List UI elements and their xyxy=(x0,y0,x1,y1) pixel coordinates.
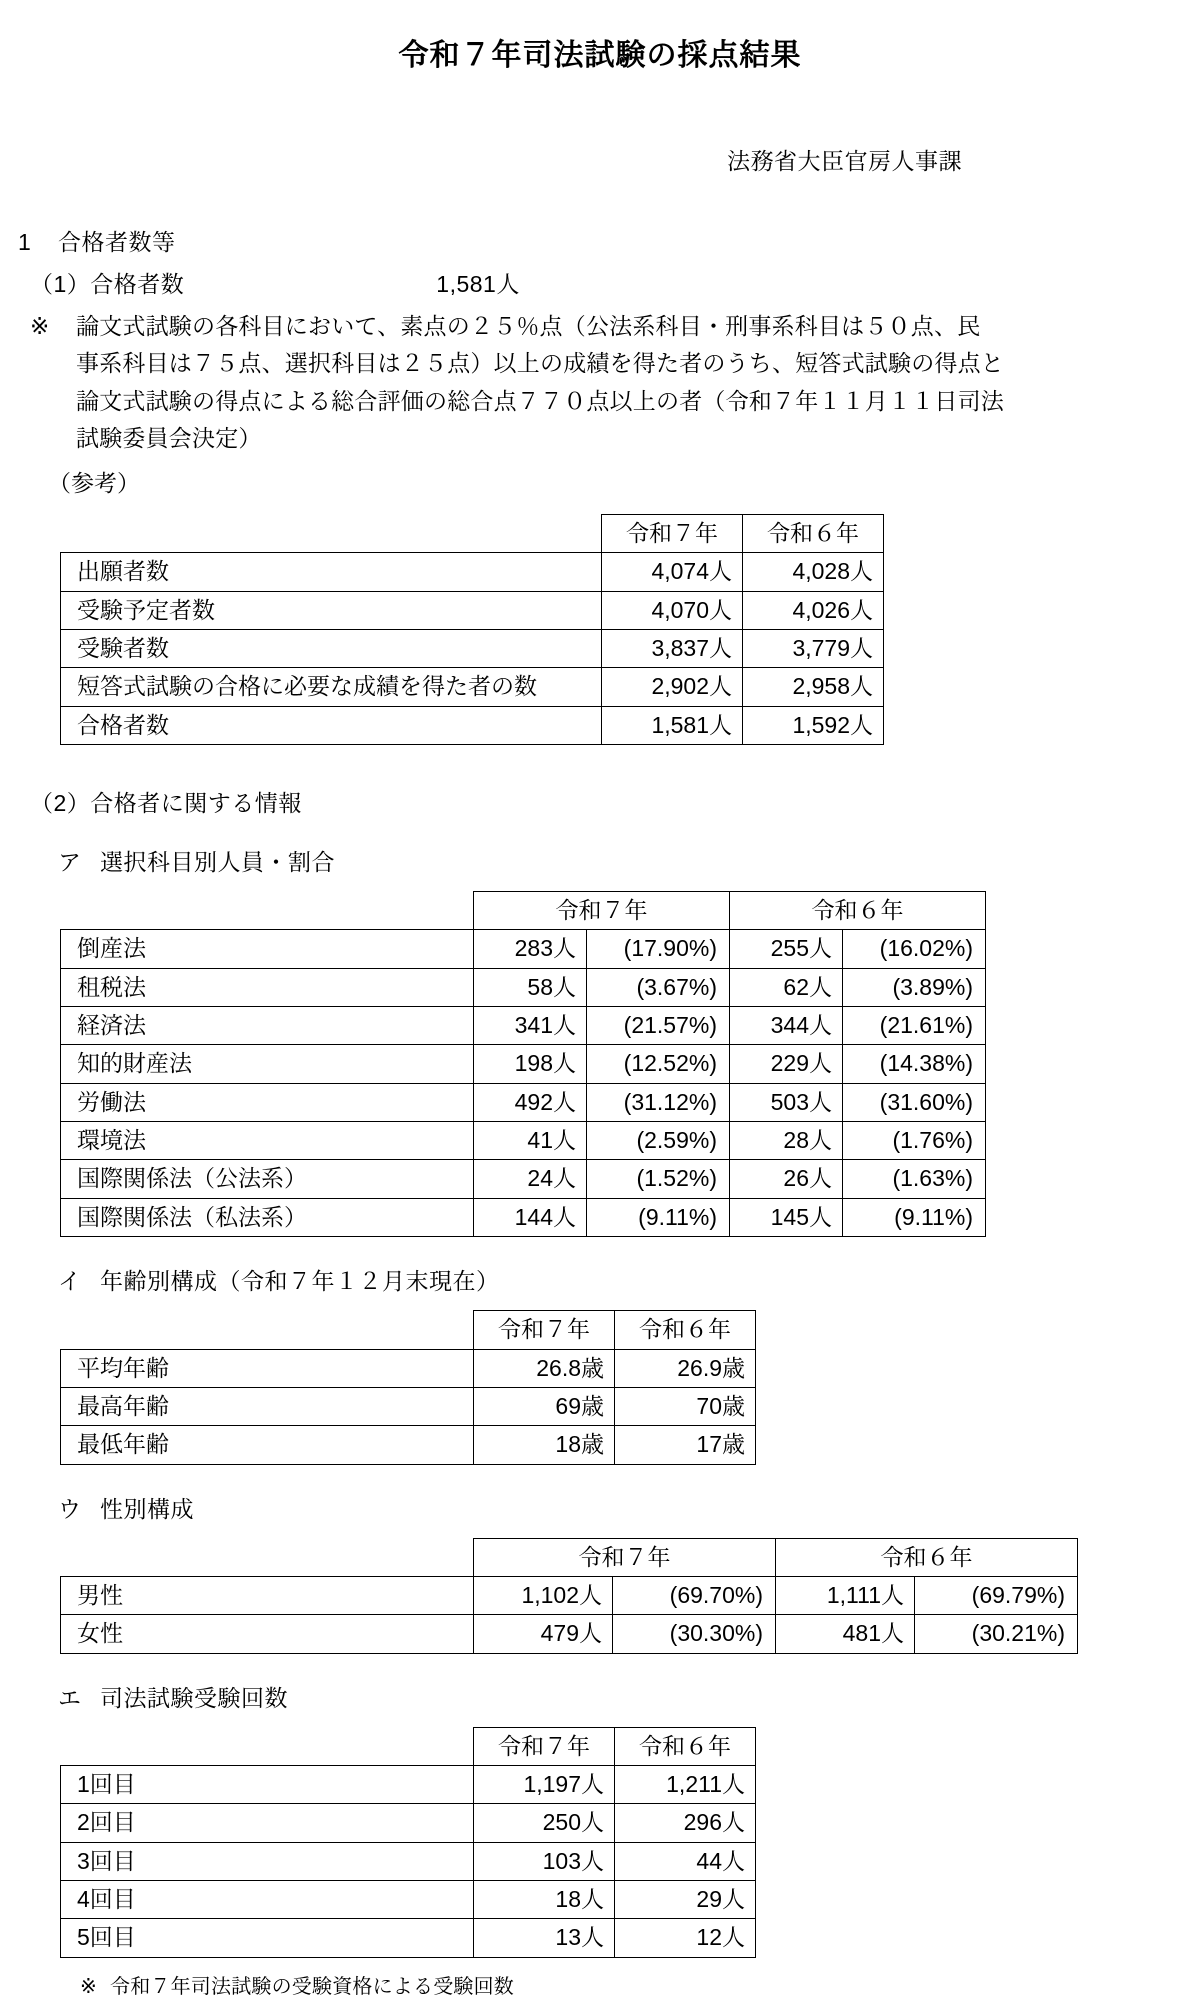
cell-r6: 1,211人 xyxy=(615,1765,756,1803)
cell-r6-count: 229人 xyxy=(730,1045,843,1083)
reference-table xyxy=(60,514,884,745)
subsection-d-mark: エ xyxy=(58,1684,82,1711)
row-label: 出願者数 xyxy=(61,553,602,591)
cell-r6-pct: (1.63%) xyxy=(843,1160,986,1198)
age-composition-table xyxy=(60,1310,756,1464)
row-label: 1回目 xyxy=(61,1765,474,1803)
subsection-d-heading xyxy=(0,1680,1200,1713)
row-label: 最高年齢 xyxy=(61,1387,474,1425)
table-row xyxy=(61,1007,986,1045)
row-label: 5回目 xyxy=(61,1919,474,1957)
row-label: 倒産法 xyxy=(61,930,474,968)
criteria-note xyxy=(0,308,1200,457)
row-label: 合格者数 xyxy=(61,706,602,744)
cell-r6-count: 344人 xyxy=(730,1007,843,1045)
cell-r6: 26.9歳 xyxy=(615,1349,756,1387)
cell-r7-count: 1,102人 xyxy=(474,1576,613,1614)
table-row xyxy=(61,591,884,629)
item-goukakushasuu-label: （1）合格者数 xyxy=(30,271,185,297)
col-header-r7: 令和７年 xyxy=(474,1311,615,1349)
cell-r7-pct: (9.11%) xyxy=(587,1198,730,1236)
cell-r7-count: 341人 xyxy=(474,1007,587,1045)
cell-r7-pct: (17.90%) xyxy=(587,930,730,968)
item-goukakushasuu-value: 1,581人 xyxy=(436,271,520,297)
col-header-r7: 令和７年 xyxy=(474,1538,776,1576)
row-label: 男性 xyxy=(61,1576,474,1614)
cell-r6-count: 503人 xyxy=(730,1083,843,1121)
cell-r7-count: 198人 xyxy=(474,1045,587,1083)
note-line-3: 論文式試験の得点による総合評価の総合点７７０点以上の者（令和７年１１月１１日司法 xyxy=(76,387,1004,414)
row-label: 労働法 xyxy=(61,1083,474,1121)
cell-r6-count: 28人 xyxy=(730,1122,843,1160)
cell-r6-count: 145人 xyxy=(730,1198,843,1236)
attempt-count-footnote xyxy=(0,1970,1200,1999)
cell-r6-count: 255人 xyxy=(730,930,843,968)
subsection-d-title: 司法試験受験回数 xyxy=(100,1684,288,1711)
cell-r7-pct: (31.12%) xyxy=(587,1083,730,1121)
table-row xyxy=(61,706,884,744)
cell-r6: 4,026人 xyxy=(743,591,884,629)
table-row xyxy=(61,1615,1078,1653)
cell-r6-pct: (21.61%) xyxy=(843,1007,986,1045)
row-label: 知的財産法 xyxy=(61,1045,474,1083)
cell-r7: 250人 xyxy=(474,1804,615,1842)
table-row xyxy=(61,1160,986,1198)
row-label: 平均年齢 xyxy=(61,1349,474,1387)
cell-r7: 1,197人 xyxy=(474,1765,615,1803)
table-row xyxy=(61,1349,756,1387)
note-line-1: 論文式試験の各科目において、素点の２５％点（公法系科目・刑事系科目は５０点、民 xyxy=(76,313,981,339)
table-row xyxy=(61,668,884,706)
note-line-2: 事系科目は７５点、選択科目は２５点）以上の成績を得た者のうち、短答式試験の得点と xyxy=(76,350,1005,377)
table-header-row xyxy=(61,892,986,930)
cell-r7-pct: (3.67%) xyxy=(587,968,730,1006)
col-header-r7: 令和７年 xyxy=(602,515,743,553)
section-1-heading xyxy=(0,224,1200,257)
reference-label: （参考） xyxy=(48,470,140,496)
cell-r7: 18人 xyxy=(474,1880,615,1918)
cell-r7: 69歳 xyxy=(474,1387,615,1425)
table-header-row xyxy=(61,1538,1078,1576)
footnote-text: 令和７年司法試験の受験資格による受験回数 xyxy=(110,1975,514,1998)
subsection-a-heading xyxy=(0,844,1200,877)
attempt-count-table xyxy=(60,1727,756,1958)
cell-r7-pct: (2.59%) xyxy=(587,1122,730,1160)
row-label: 短答式試験の合格に必要な成績を得た者の数 xyxy=(61,668,602,706)
row-label: 租税法 xyxy=(61,968,474,1006)
table-header-row xyxy=(61,1311,756,1349)
corner-cell xyxy=(61,1538,474,1576)
cell-r6-pct: (9.11%) xyxy=(843,1198,986,1236)
subsection-a-mark: ア xyxy=(58,849,82,876)
subsection-c-heading xyxy=(0,1491,1200,1524)
subsection-b-mark: イ xyxy=(58,1268,82,1295)
cell-r6-count: 26人 xyxy=(730,1160,843,1198)
subsection-a-title: 選択科目別人員・割合 xyxy=(100,849,335,876)
cell-r6: 17歳 xyxy=(615,1426,756,1464)
note-line-4: 試験委員会決定） xyxy=(76,424,262,451)
row-label: 受験予定者数 xyxy=(61,591,602,629)
row-label: 受験者数 xyxy=(61,630,602,668)
cell-r7-count: 492人 xyxy=(474,1083,587,1121)
table-row xyxy=(61,968,986,1006)
cell-r6-pct: (69.79%) xyxy=(915,1576,1078,1614)
cell-r6-count: 481人 xyxy=(776,1615,915,1653)
table-row xyxy=(61,1426,756,1464)
col-header-r7: 令和７年 xyxy=(474,1727,615,1765)
cell-r7: 103人 xyxy=(474,1842,615,1880)
subsection-b-heading xyxy=(0,1263,1200,1296)
table-row xyxy=(61,1083,986,1121)
table-row xyxy=(61,1880,756,1918)
table-row xyxy=(61,1122,986,1160)
table-row xyxy=(61,1198,986,1236)
row-label: 国際関係法（私法系） xyxy=(61,1198,474,1236)
cell-r6-pct: (3.89%) xyxy=(843,968,986,1006)
subsection-c-title: 性別構成 xyxy=(100,1495,194,1522)
corner-cell xyxy=(61,892,474,930)
table-row xyxy=(61,930,986,968)
table-row xyxy=(61,1842,756,1880)
cell-r7-pct: (21.57%) xyxy=(587,1007,730,1045)
cell-r7: 4,074人 xyxy=(602,553,743,591)
cell-r6: 12人 xyxy=(615,1919,756,1957)
col-header-r6: 令和６年 xyxy=(730,892,986,930)
cell-r6: 70歳 xyxy=(615,1387,756,1425)
cell-r7-pct: (30.30%) xyxy=(613,1615,776,1653)
corner-cell xyxy=(61,1311,474,1349)
row-label: 環境法 xyxy=(61,1122,474,1160)
row-label: 女性 xyxy=(61,1615,474,1653)
table-row xyxy=(61,1576,1078,1614)
note-mark: ※ xyxy=(30,313,50,339)
table-row xyxy=(61,1045,986,1083)
row-label: 国際関係法（公法系） xyxy=(61,1160,474,1198)
cell-r6: 4,028人 xyxy=(743,553,884,591)
subsection-c-mark: ウ xyxy=(58,1495,82,1522)
section-1-number: 1 xyxy=(18,229,32,255)
cell-r6: 29人 xyxy=(615,1880,756,1918)
cell-r7-count: 144人 xyxy=(474,1198,587,1236)
cell-r6: 296人 xyxy=(615,1804,756,1842)
col-header-r7: 令和７年 xyxy=(474,892,730,930)
cell-r7-count: 24人 xyxy=(474,1160,587,1198)
col-header-r6: 令和６年 xyxy=(615,1727,756,1765)
table-header-row xyxy=(61,1727,756,1765)
cell-r6-count: 1,111人 xyxy=(776,1576,915,1614)
cell-r7-count: 41人 xyxy=(474,1122,587,1160)
cell-r7-count: 58人 xyxy=(474,968,587,1006)
row-label: 経済法 xyxy=(61,1007,474,1045)
cell-r6-count: 62人 xyxy=(730,968,843,1006)
cell-r7: 4,070人 xyxy=(602,591,743,629)
table-header-row xyxy=(61,515,884,553)
cell-r6-pct: (31.60%) xyxy=(843,1083,986,1121)
section-2-heading: （2）合格者に関する情報 xyxy=(30,790,302,817)
table-row xyxy=(61,1387,756,1425)
cell-r6: 2,958人 xyxy=(743,668,884,706)
cell-r6-pct: (16.02%) xyxy=(843,930,986,968)
corner-cell xyxy=(61,515,602,553)
cell-r6-pct: (30.21%) xyxy=(915,1615,1078,1653)
row-label: 4回目 xyxy=(61,1880,474,1918)
elective-subject-table xyxy=(60,891,986,1237)
table-row xyxy=(61,630,884,668)
cell-r6: 1,592人 xyxy=(743,706,884,744)
col-header-r6: 令和６年 xyxy=(743,515,884,553)
col-header-r6: 令和６年 xyxy=(615,1311,756,1349)
subsection-b-title: 年齢別構成（令和７年１２月末現在） xyxy=(100,1268,500,1295)
cell-r7-pct: (12.52%) xyxy=(587,1045,730,1083)
gender-composition-table xyxy=(60,1538,1078,1654)
cell-r7-count: 283人 xyxy=(474,930,587,968)
cell-r7-pct: (69.70%) xyxy=(613,1576,776,1614)
cell-r7: 1,581人 xyxy=(602,706,743,744)
cell-r7-count: 479人 xyxy=(474,1615,613,1653)
cell-r6: 44人 xyxy=(615,1842,756,1880)
table-row xyxy=(61,1919,756,1957)
corner-cell xyxy=(61,1727,474,1765)
page-title: 令和７年司法試験の採点結果 xyxy=(398,39,802,72)
col-header-r6: 令和６年 xyxy=(776,1538,1078,1576)
row-label: 2回目 xyxy=(61,1804,474,1842)
section-1-title: 合格者数等 xyxy=(58,229,176,255)
table-row xyxy=(61,553,884,591)
cell-r7: 13人 xyxy=(474,1919,615,1957)
cell-r7-pct: (1.52%) xyxy=(587,1160,730,1198)
footnote-mark: ※ xyxy=(80,1975,97,1998)
row-label: 最低年齢 xyxy=(61,1426,474,1464)
issuer-line: 法務省大臣官房人事課 xyxy=(727,148,962,174)
cell-r7: 2,902人 xyxy=(602,668,743,706)
table-row xyxy=(61,1765,756,1803)
cell-r6-pct: (1.76%) xyxy=(843,1122,986,1160)
document-page xyxy=(0,20,1200,1998)
cell-r7: 3,837人 xyxy=(602,630,743,668)
cell-r7: 18歳 xyxy=(474,1426,615,1464)
row-label: 3回目 xyxy=(61,1842,474,1880)
table-row xyxy=(61,1804,756,1842)
cell-r6-pct: (14.38%) xyxy=(843,1045,986,1083)
cell-r7: 26.8歳 xyxy=(474,1349,615,1387)
cell-r6: 3,779人 xyxy=(743,630,884,668)
item-goukakushasuu xyxy=(0,266,1200,299)
